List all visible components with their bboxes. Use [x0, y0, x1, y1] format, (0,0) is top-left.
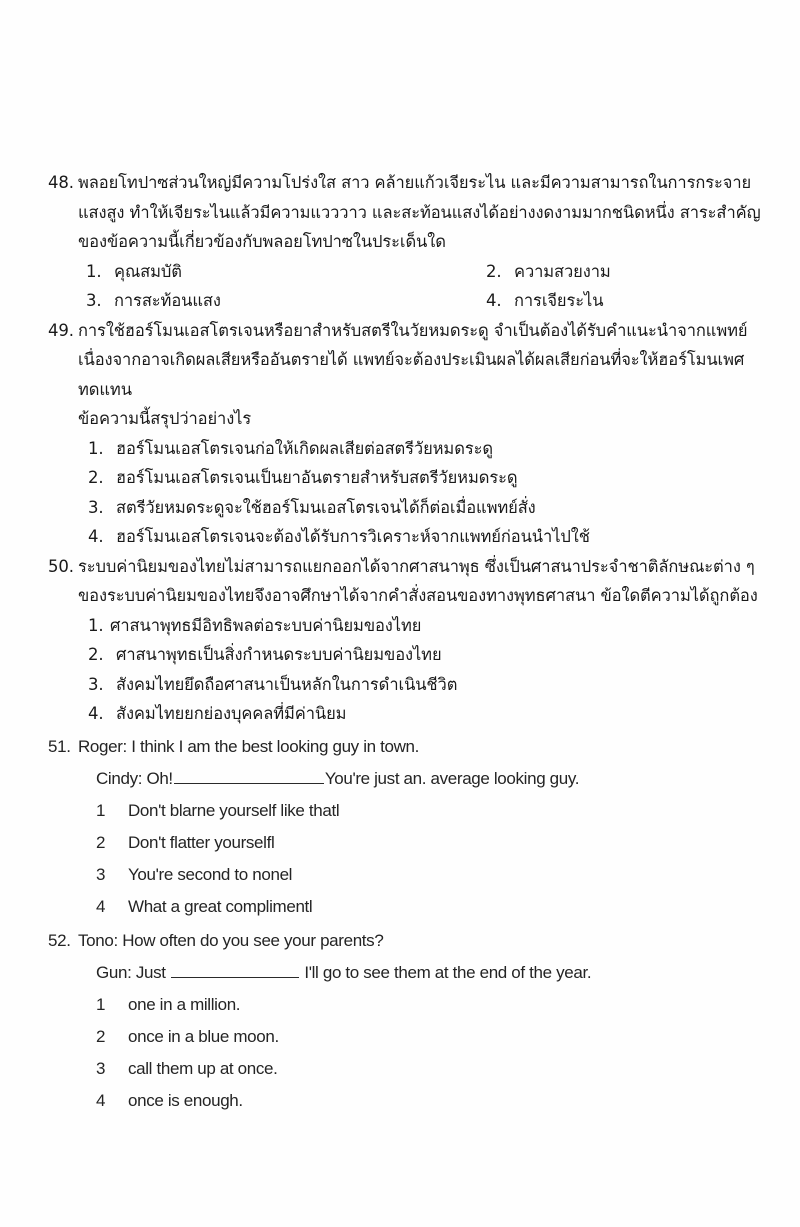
choice-number: 1.: [88, 438, 104, 458]
question-52-dialogue-line-1: Tono: How often do you see your parents?: [78, 930, 384, 950]
question-51-choices: [96, 795, 778, 923]
question-50-number: 50.: [48, 556, 74, 576]
choice-label: Don't flatter yourselfl: [128, 832, 275, 852]
question-48-choice-2[interactable]: [486, 257, 778, 287]
choice-label: การสะท้อนแสง: [114, 291, 221, 310]
question-48-stem-line-2: แสงสูง ทำให้เจียระไนแล้วมีความแวววาว และสะท้อนแสงได้อย่างงดงามมากชนิดหนึ่ง สาระสำคัญ: [78, 202, 761, 222]
question-52-choices: [96, 989, 778, 1117]
question-51-choice-1[interactable]: [96, 795, 778, 827]
question-48-choices: [86, 257, 778, 316]
question-52-choice-1[interactable]: [96, 989, 778, 1021]
question-51-dialogue-suffix: You're just an. average looking guy.: [324, 768, 580, 788]
question-52-dialogue-suffix: I'll go to see them at the end of the year.: [299, 962, 592, 982]
question-50-choices: [88, 611, 778, 729]
question-51-dialogue-line-2: [78, 763, 778, 795]
choice-number: 2.: [88, 645, 104, 664]
choice-number: 4: [96, 1090, 106, 1110]
question-49-stem-line-3: ทดแทน: [78, 379, 132, 399]
question-52-answer-blank[interactable]: [171, 962, 299, 978]
question-51-number: 51.: [48, 736, 71, 756]
choice-label: Don't blarne yourself like thatl: [128, 800, 340, 820]
question-49-number: 49.: [48, 320, 74, 340]
question-50: [48, 552, 778, 729]
choice-label: one in a million.: [128, 994, 241, 1014]
question-49-stem-line-1: การใช้ฮอร์โมนเอสโตรเจนหรือยาสำหรับสตรีในวัยหมดระดู จำเป็นต้องได้รับคำแนะนำจากแพทย์: [78, 320, 748, 340]
question-49-choice-1[interactable]: [88, 434, 778, 464]
choice-number: 4.: [486, 291, 502, 310]
question-52-choice-4[interactable]: [96, 1085, 778, 1117]
choice-number: 2: [96, 1026, 106, 1046]
question-51: [48, 731, 778, 923]
choice-label: ความสวยงาม: [514, 261, 611, 281]
question-48-choice-3[interactable]: [86, 286, 486, 316]
question-49-choice-4[interactable]: [88, 522, 778, 552]
question-49: [48, 316, 778, 552]
question-49-choice-3[interactable]: [88, 493, 778, 523]
question-52-dialogue-line-2: [78, 957, 778, 989]
question-50-choice-4[interactable]: [88, 699, 778, 729]
question-48: [48, 168, 778, 316]
question-48-choice-4[interactable]: [486, 286, 778, 316]
question-52-number: 52.: [48, 930, 71, 950]
question-50-body: [48, 552, 778, 729]
question-48-choice-1[interactable]: [86, 257, 486, 287]
choice-label: สตรีวัยหมดระดูจะใช้ฮอร์โมนเอสโตรเจนได้ก็ต่อเมื่อแพทย์สั่ง: [116, 497, 536, 517]
question-50-choice-2[interactable]: [88, 640, 778, 670]
choice-number: 1: [96, 800, 106, 820]
question-51-choice-3[interactable]: [96, 859, 778, 891]
question-51-dialogue-line-1: Roger: I think I am the best looking guy in town.: [78, 736, 419, 756]
question-48-stem-line-1: พลอยโทปาซส่วนใหญ่มีความโปร่งใส สาว คล้ายแก้วเจียระไน และมีความสามารถในการกระจาย: [78, 173, 752, 192]
question-48-stem-line-3: ของข้อความนี้เกี่ยวข้องกับพลอยโทปาซในประเด็นใด: [78, 232, 446, 251]
choice-label: สังคมไทยยกย่องบุคคลที่มีค่านิยม: [116, 704, 347, 723]
question-49-stem-line-2: เนื่องจากอาจเกิดผลเสียหรืออันตรายได้ แพทย์จะต้องประเมินผลได้ผลเสียก่อนที่จะให้ฮอร์โมนเพศ: [78, 350, 745, 369]
choice-number: 3.: [86, 291, 102, 310]
choice-label: What a great complimentl: [128, 896, 313, 916]
choice-number: 3: [96, 864, 106, 884]
choice-number: 2.: [486, 261, 502, 281]
choice-label: ศาสนาพุทธเป็นสิ่งกำหนดระบบค่านิยมของไทย: [116, 645, 442, 664]
choice-number: 1.: [88, 615, 104, 635]
question-49-body: [48, 316, 778, 552]
choice-number: 4.: [88, 704, 104, 723]
question-52-choice-3[interactable]: [96, 1053, 778, 1085]
question-49-choice-2[interactable]: [88, 463, 778, 493]
question-50-choice-1[interactable]: [88, 611, 778, 641]
choice-number: 1: [96, 994, 106, 1014]
question-48-number: 48.: [48, 173, 74, 192]
choice-label: ฮอร์โมนเอสโตรเจนจะต้องได้รับการวิเคราะห์จากแพทย์ก่อนนำไปใช้: [116, 527, 590, 546]
choice-number: 3.: [88, 674, 104, 694]
question-50-stem-line-1: ระบบค่านิยมของไทยไม่สามารถแยกออกได้จากศาสนาพุธ ซึ่งเป็นศาสนาประจำชาติลักษณะต่าง ๆ: [78, 556, 755, 576]
choice-number: 2.: [88, 468, 104, 487]
choice-label: คุณสมบัติ: [114, 261, 182, 281]
choice-label: call them up at once.: [128, 1058, 278, 1078]
choice-number: 4.: [88, 527, 104, 546]
question-51-choice-4[interactable]: [96, 891, 778, 923]
question-52-dialogue-prefix: Gun: Just: [96, 962, 170, 982]
question-52: [48, 925, 778, 1117]
question-51-choice-2[interactable]: [96, 827, 778, 859]
question-50-choice-3[interactable]: [88, 670, 778, 700]
choice-label: ฮอร์โมนเอสโตรเจนเป็นยาอันตรายสำหรับสตรีวัยหมดระดู: [116, 468, 518, 487]
question-51-body: [48, 731, 778, 923]
choice-label: You're second to nonel: [128, 864, 293, 884]
choice-label: การเจียระไน: [514, 291, 604, 310]
choice-number: 3.: [88, 497, 104, 517]
choice-label: once in a blue moon.: [128, 1026, 279, 1046]
question-49-choices: [88, 434, 778, 552]
question-52-body: [48, 925, 778, 1117]
choice-number: 3: [96, 1058, 106, 1078]
question-49-stem-line-4: ข้อความนี้สรุปว่าอย่างไร: [78, 409, 252, 428]
choice-number: 2: [96, 832, 106, 852]
question-51-dialogue-prefix: Cindy: Oh!: [96, 768, 173, 788]
question-51-answer-blank[interactable]: [174, 768, 324, 784]
choice-label: ศาสนาพุทธมีอิทธิพลต่อระบบค่านิยมของไทย: [110, 615, 422, 635]
question-48-body: [48, 168, 778, 316]
choice-label: สังคมไทยยึดถือศาสนาเป็นหลักในการดำเนินชีวิต: [116, 674, 458, 694]
question-50-stem-line-2: ของระบบค่านิยมของไทยจึงอาจศึกษาได้จากคำสั่งสอนของทางพุทธศาสนา ข้อใดตีความได้ถูกต้อง: [78, 586, 758, 605]
choice-number: 1.: [86, 261, 102, 281]
choice-label: ฮอร์โมนเอสโตรเจนก่อให้เกิดผลเสียต่อสตรีวัยหมดระดู: [116, 438, 493, 458]
question-52-choice-2[interactable]: [96, 1021, 778, 1053]
choice-number: 4: [96, 896, 106, 916]
choice-label: once is enough.: [128, 1090, 243, 1110]
